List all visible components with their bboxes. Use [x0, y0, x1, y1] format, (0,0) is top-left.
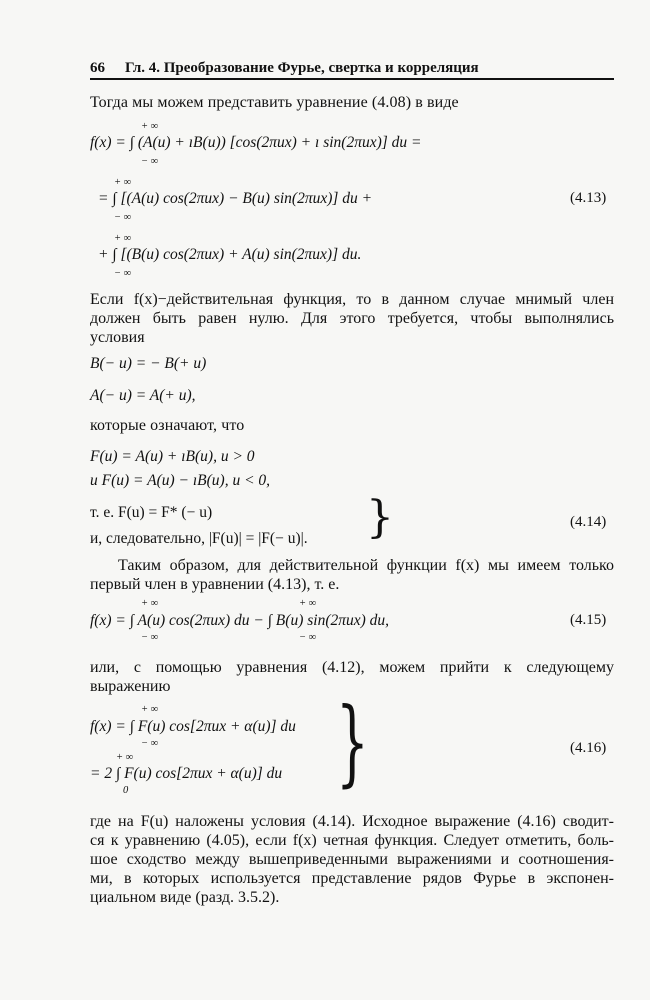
- eq414-line1: т. е. F(u) = F* (− u): [90, 504, 213, 521]
- eq416-line1: f(x) = ∫ F(u) cos[2πux + α(u)] du: [90, 718, 296, 735]
- text-line: или, с помощью уравнения (4.12), можем прийти к следующему: [90, 659, 614, 676]
- eq414-number: (4.14): [570, 514, 607, 530]
- limit-upper: + ∞: [141, 121, 159, 132]
- limit-lower: − ∞: [114, 212, 132, 223]
- limit-upper: + ∞: [114, 177, 132, 188]
- limit-lower-zero: 0: [123, 785, 129, 796]
- condition-a: A(− u) = A(+ u),: [90, 387, 196, 404]
- paragraph-conclusion: [90, 812, 614, 907]
- limit-upper: + ∞: [299, 598, 317, 609]
- eq416-number: (4.16): [570, 740, 607, 756]
- text-line: шое сходство между вышеприведенными выражениями и соотношения-: [90, 851, 614, 868]
- paragraph-real-function: [90, 290, 614, 347]
- text-line: условия: [90, 329, 145, 346]
- text-line: где на F(u) наложены условия (4.14). Исходное выражение (4.16) сводит-: [90, 813, 614, 830]
- limit-lower: − ∞: [114, 268, 132, 279]
- limit-lower: − ∞: [141, 738, 159, 749]
- limit-upper: + ∞: [114, 233, 132, 244]
- running-title: Гл. 4. Преобразование Фурье, свертка и корреляция: [125, 60, 479, 76]
- limit-upper: + ∞: [141, 704, 159, 715]
- eq415-line: f(x) = ∫ A(u) cos(2πux) du − ∫ B(u) sin(2πux) du,: [90, 612, 390, 629]
- limit-lower: − ∞: [141, 632, 159, 643]
- eq414-line2: и, следовательно, |F(u)| = |F(− u)|.: [90, 530, 308, 547]
- right-brace: }: [366, 492, 394, 543]
- f-negative: и F(u) = A(u) − ıB(u), u < 0,: [90, 472, 271, 489]
- f-positive: F(u) = A(u) + ıB(u), u > 0: [90, 448, 255, 465]
- header-rule: [90, 78, 614, 80]
- page-number: 66: [90, 60, 105, 76]
- limit-upper: + ∞: [141, 598, 159, 609]
- which-mean-text: которые означают, что: [90, 417, 245, 434]
- eq413-number: (4.13): [570, 190, 607, 206]
- text-line: циальном виде (разд. 3.5.2).: [90, 889, 280, 906]
- text-line: ся к уравнению (4.05), если f(x) четная функция. Следует отметить, боль-: [90, 832, 614, 849]
- text-line: Если f(x)−действительная функция, то в данном случае мнимый член: [90, 291, 614, 308]
- eq416-line2: = 2 ∫ F(u) cos[2πux + α(u)] du: [90, 765, 283, 782]
- paragraph-thus: [90, 556, 614, 594]
- right-brace: }: [336, 688, 369, 797]
- limit-upper: + ∞: [116, 752, 134, 763]
- text-line: ми, в которых используется представление рядов Фурье в экспонен-: [90, 870, 614, 887]
- text-line: первый член в уравнении (4.13), т. е.: [90, 576, 340, 593]
- eq413-line2: = ∫ [(A(u) cos(2πux) − B(u) sin(2πux)] du +: [98, 190, 373, 207]
- intro-text: Тогда мы можем представить уравнение (4.08) в виде: [90, 94, 459, 111]
- eq413-line1: f(x) = ∫ (A(u) + ıB(u)) [cos(2πux) + ı sin(2πux)] du =: [90, 134, 422, 151]
- text-line: выражению: [90, 678, 171, 695]
- text-line: Таким образом, для действительной функции f(x) мы имеем только: [118, 557, 614, 574]
- limit-lower: − ∞: [141, 156, 159, 167]
- eq415-number: (4.15): [570, 612, 607, 628]
- limit-lower: − ∞: [299, 632, 317, 643]
- text-line: должен быть равен нулю. Для этого требуется, чтобы выполнялись: [90, 310, 614, 327]
- condition-b: B(− u) = − B(+ u): [90, 355, 207, 372]
- eq413-line3: + ∫ [(B(u) cos(2πux) + A(u) sin(2πux)] du.: [98, 246, 362, 263]
